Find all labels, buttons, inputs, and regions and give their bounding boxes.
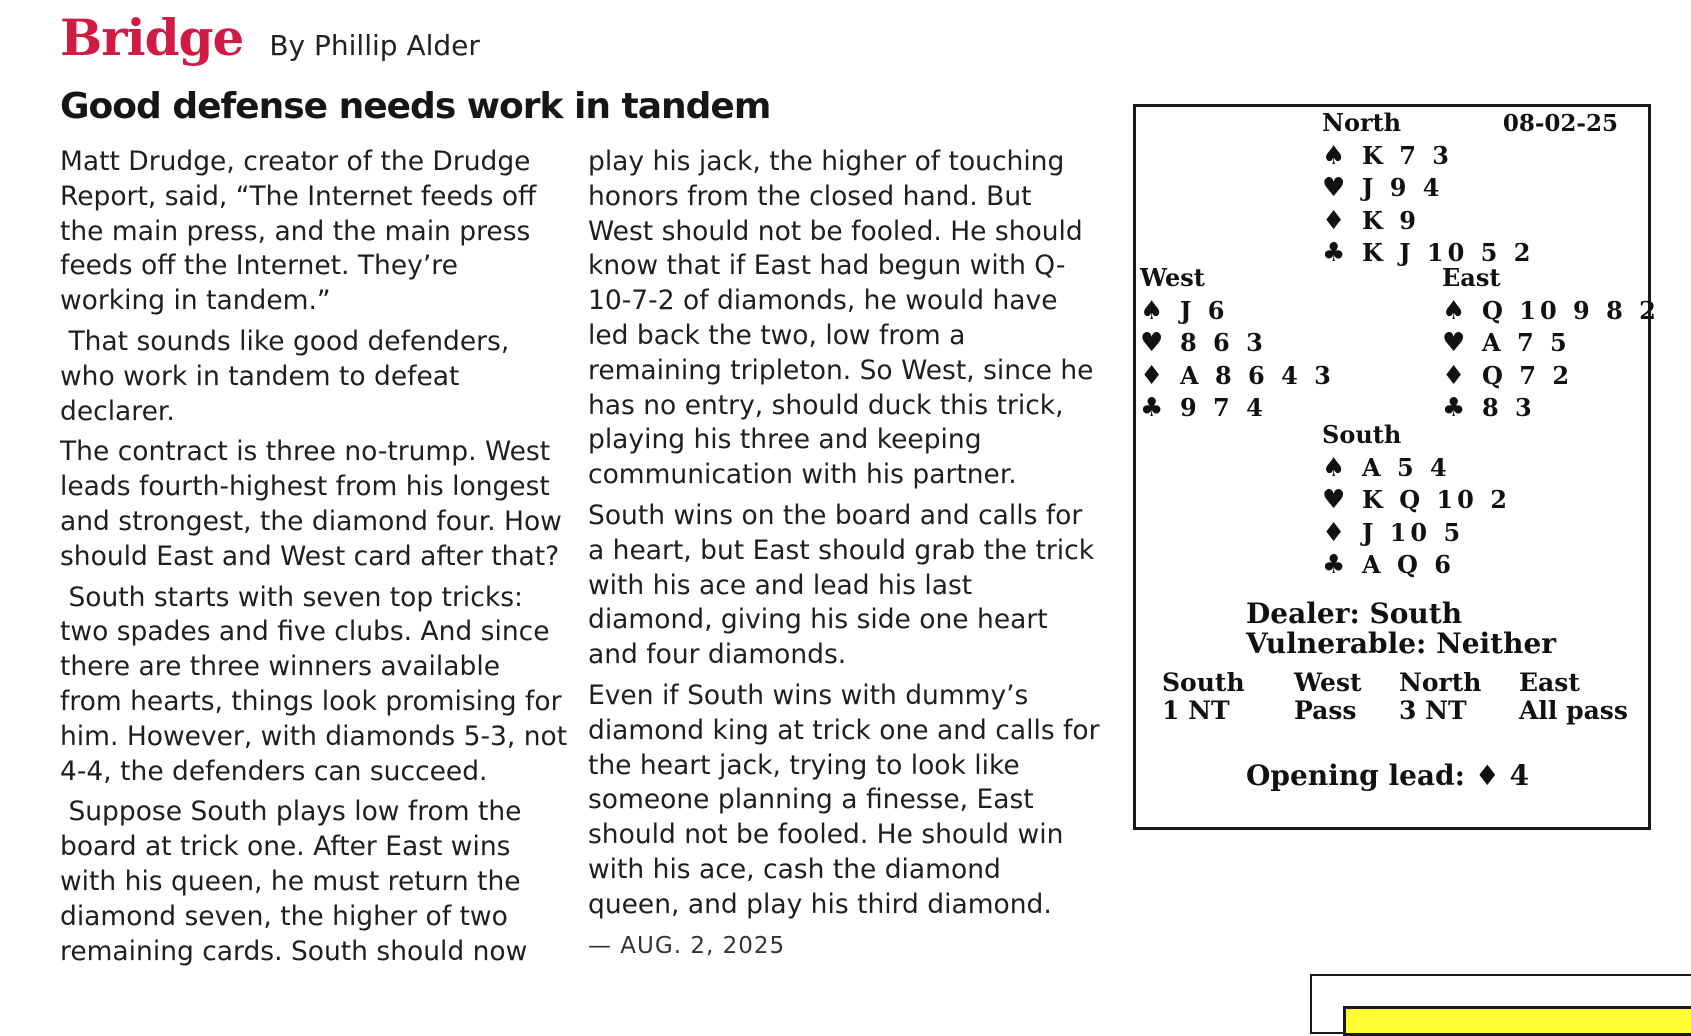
diagram-date: 08-02-25 [1502, 110, 1618, 137]
heart-icon: ♥ [1322, 485, 1346, 515]
auction-header: North [1399, 668, 1482, 697]
hand-title: South [1322, 420, 1402, 449]
brand-title: Bridge [60, 8, 244, 67]
spade-icon: ♠ [1442, 295, 1466, 326]
spade-icon: ♠ [1322, 140, 1346, 171]
spade-icon: ♠ [1322, 452, 1346, 483]
auction-bid: Pass [1294, 696, 1357, 725]
hand-west [1140, 262, 1335, 425]
masthead [60, 8, 480, 67]
paragraph: Even if South wins with dummy’s diamond king at trick one and calls for the heart jack, trying to look like someone planning a finesse, East should not be fooled. He should win with his ace, cash the diamond queen, and play his third diamond. [588, 679, 1108, 920]
vulnerable-label: Vulnerable: Neither [1246, 627, 1557, 660]
auction-bid: 3 NT [1399, 696, 1467, 725]
east-hearts: A 7 5 [1482, 328, 1571, 357]
hand-north [1322, 107, 1534, 270]
west-hearts: 8 6 3 [1180, 328, 1267, 357]
north-spades: K 7 3 [1362, 140, 1453, 170]
byline: By Phillip Alder [269, 29, 480, 62]
headline: Good defense needs work in tandem [60, 86, 771, 127]
dateline: — AUG. 2, 2025 [588, 932, 786, 959]
south-clubs: A Q 6 [1362, 550, 1455, 579]
hand-south [1322, 419, 1511, 582]
ad-banner [1343, 1006, 1691, 1036]
paragraph: play his jack, the higher of touching honors from the closed hand. But West should not be fooled. He should know that if East had begun with Q-10-7-2 of diamonds, he would have led back the two, low from a remaining tripleton. So West, since he has no entry, should duck this trick, playing his three and keeping communication with his partner. [588, 146, 1102, 491]
auction-header-row [1162, 669, 1651, 697]
heart-icon: ♥ [1140, 328, 1164, 358]
article-column-1 [60, 145, 576, 975]
east-diamonds: Q 7 2 [1482, 360, 1574, 390]
north-clubs: K J 10 5 2 [1362, 238, 1535, 267]
heart-icon: ♥ [1322, 173, 1346, 203]
diamond-icon: ♦ [1140, 360, 1164, 391]
diamond-icon: ♦ [1322, 517, 1346, 548]
bridge-diagram [1133, 104, 1660, 830]
hand-title: West [1140, 263, 1205, 292]
auction-bid: All pass [1519, 696, 1628, 725]
paragraph: That sounds like good defenders, who work in tandem to defeat declarer. [60, 325, 518, 427]
dealer-label: Dealer: South [1246, 597, 1463, 630]
paragraph: South starts with seven top tricks: two spades and five clubs. And since there are three winners available from hearts, things look promising for him. However, with diamonds 5-3, not 4-4, the defenders can succeed. [60, 581, 576, 787]
club-icon: ♣ [1322, 238, 1346, 268]
opening-lead: Opening lead: ♦ 4 [1246, 759, 1530, 792]
auction-bid: 1 NT [1162, 696, 1230, 725]
auction-header: East [1519, 668, 1580, 697]
dealer-info [1246, 599, 1556, 659]
club-icon: ♣ [1140, 393, 1164, 423]
heart-icon: ♥ [1442, 328, 1466, 358]
auction-table [1162, 669, 1651, 725]
south-hearts: K Q 10 2 [1362, 485, 1511, 514]
south-diamonds: J 10 5 [1362, 517, 1465, 547]
auction-header: West [1294, 668, 1362, 697]
east-spades: Q 10 9 8 2 [1482, 295, 1660, 325]
west-clubs: 9 7 4 [1180, 393, 1267, 422]
club-icon: ♣ [1322, 550, 1346, 580]
hand-title: North [1322, 108, 1402, 137]
north-diamonds: K 9 [1362, 205, 1420, 235]
auction-bid-row [1162, 697, 1651, 725]
west-diamonds: A 8 6 4 3 [1180, 360, 1335, 390]
south-spades: A 5 4 [1362, 452, 1451, 482]
spade-icon: ♠ [1140, 295, 1164, 326]
auction-header: South [1162, 668, 1245, 697]
paragraph: The contract is three no-trump. West leads fourth-highest from his longest and strongest, the diamond four. How should East and West card after that? [60, 436, 571, 572]
paragraph: Suppose South plays low from the board at trick one. After East wins with his queen, he must return the diamond seven, the higher of two remaining cards. South should now [60, 796, 530, 967]
diamond-icon: ♦ [1442, 360, 1466, 391]
diamond-icon: ♦ [1322, 205, 1346, 236]
paragraph: South wins on the board and calls for a heart, but East should grab the trick with his ace and lead his last diamond, giving his side one heart and four diamonds. [588, 499, 1103, 671]
hand-east [1442, 262, 1660, 425]
east-clubs: 8 3 [1482, 393, 1536, 422]
north-hearts: J 9 4 [1362, 173, 1444, 202]
paragraph: Matt Drudge, creator of the Drudge Report, said, “The Internet feeds off the main press, and the main press feeds off the Internet. They’re working in tandem.” [60, 146, 545, 317]
hand-title: East [1442, 263, 1501, 292]
west-spades: J 6 [1180, 295, 1229, 325]
club-icon: ♣ [1442, 393, 1466, 423]
article-column-2 [588, 145, 1108, 963]
